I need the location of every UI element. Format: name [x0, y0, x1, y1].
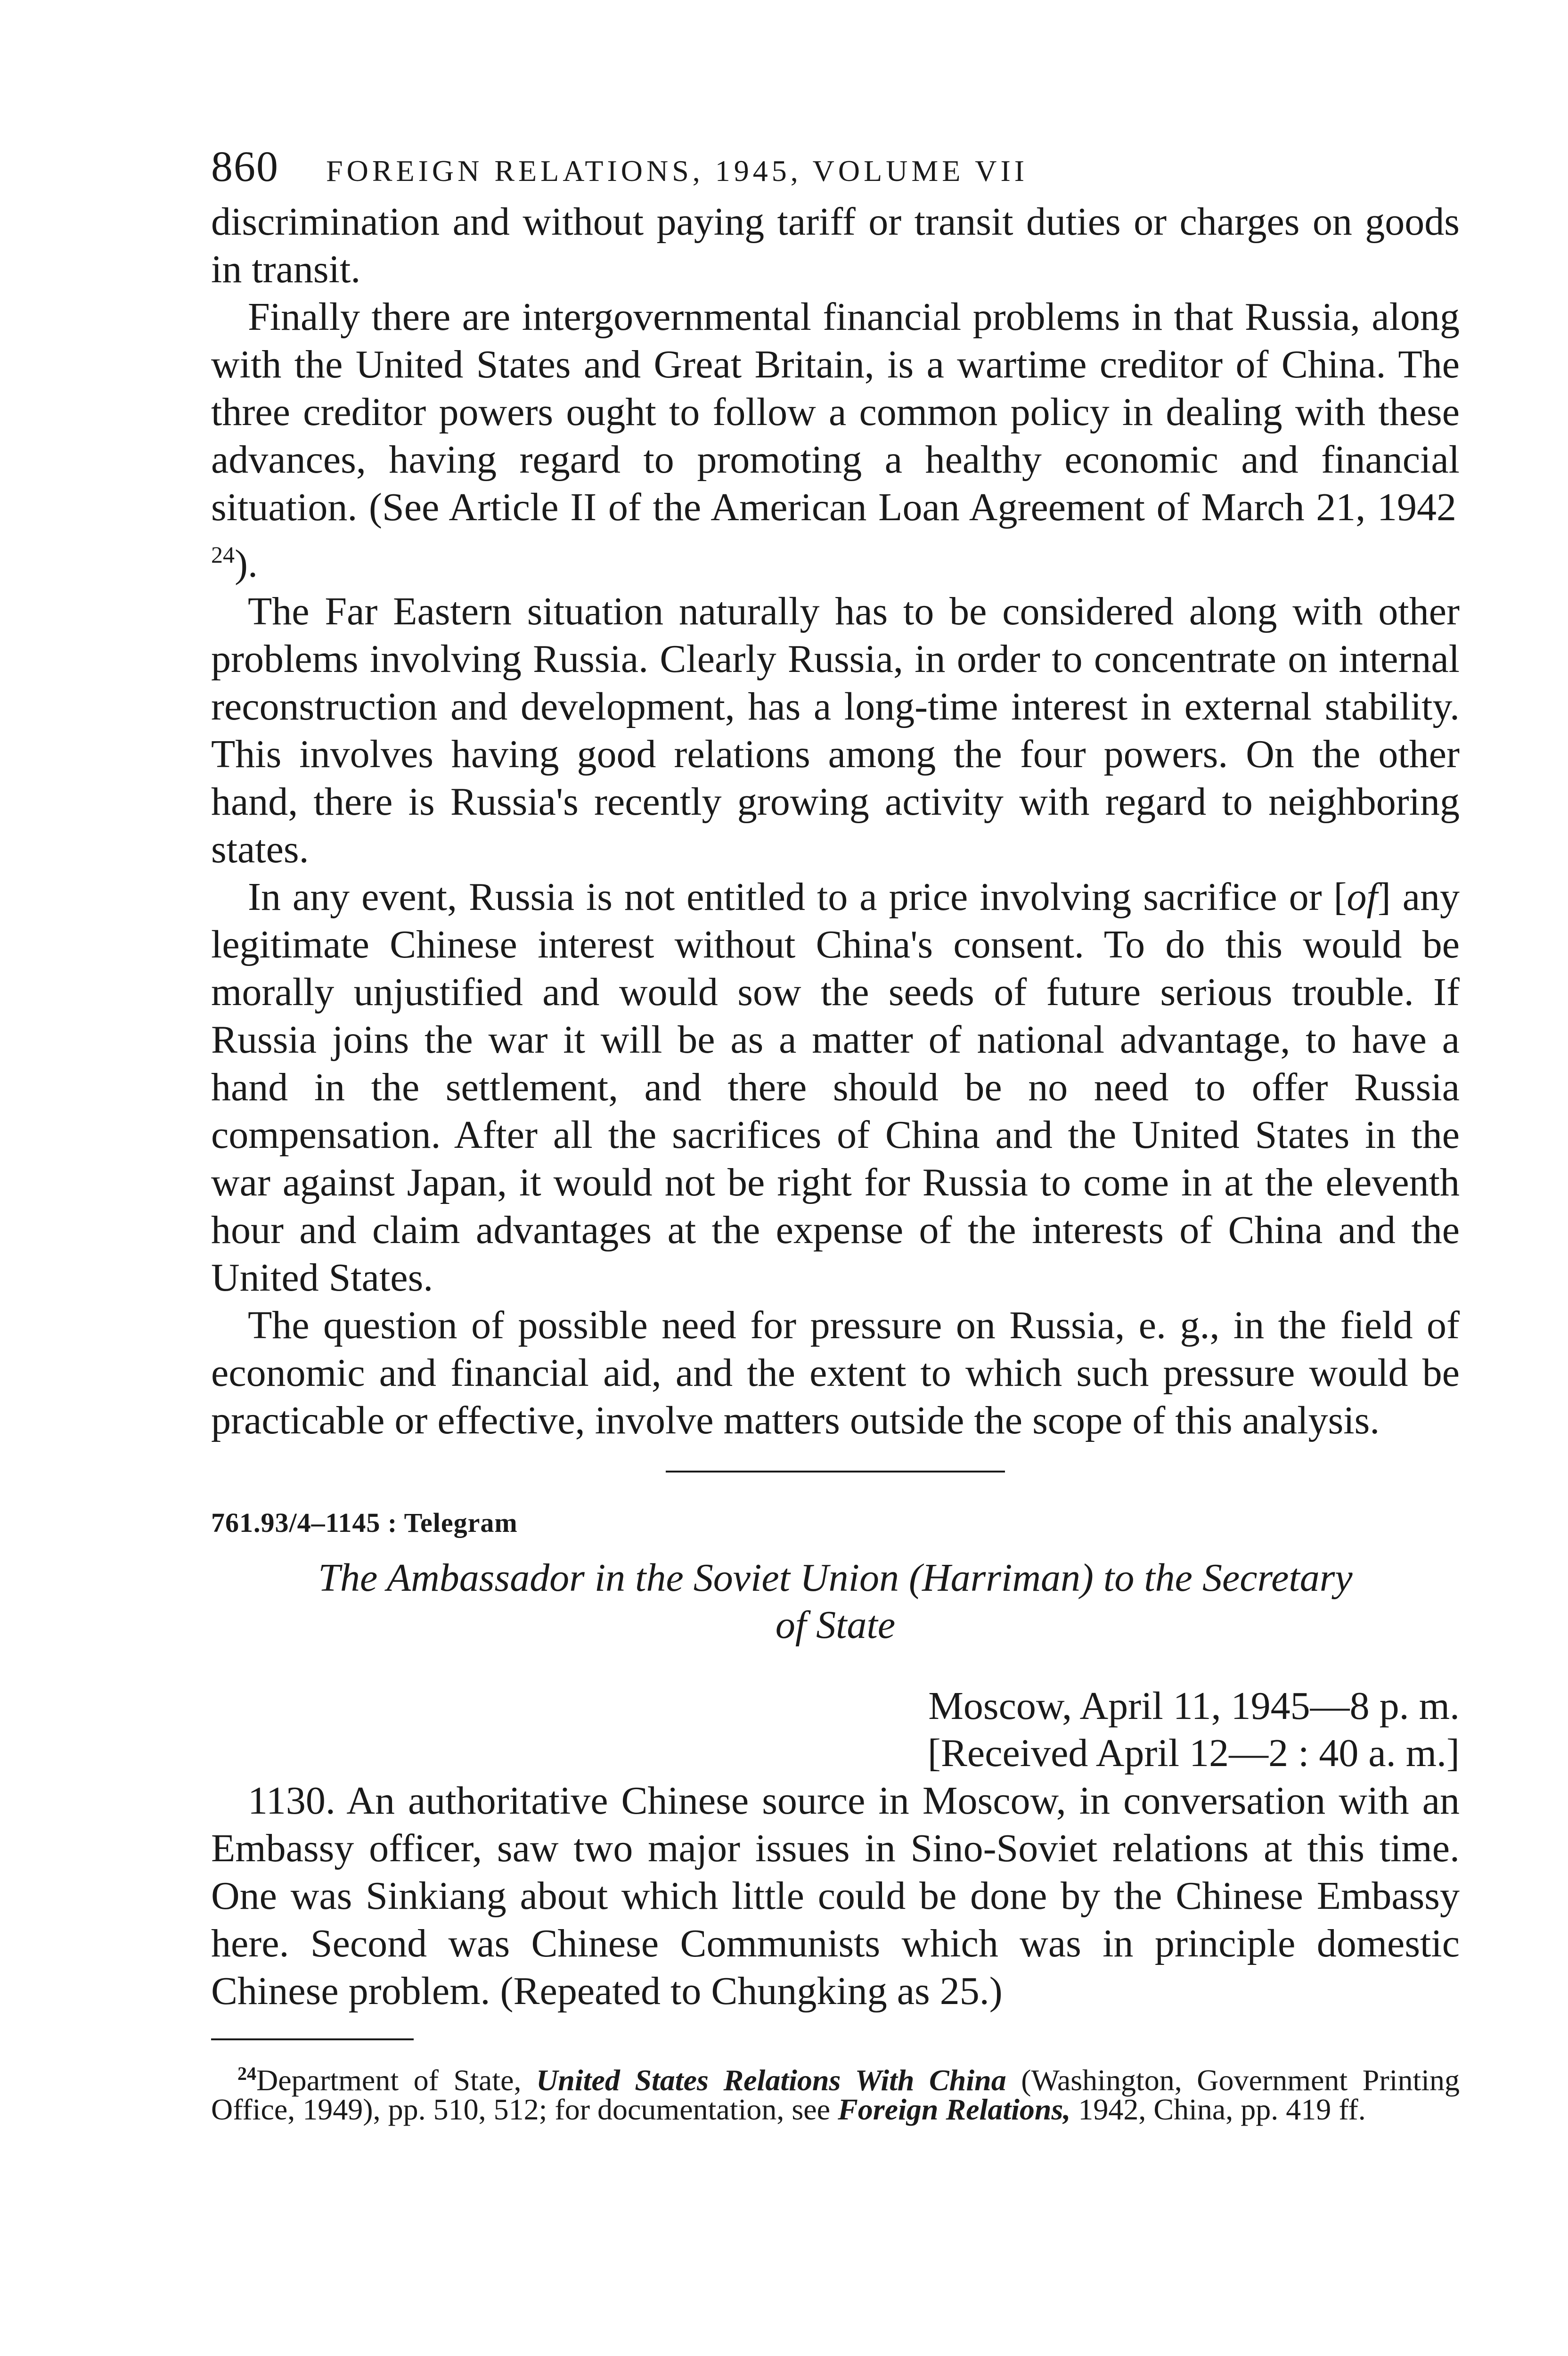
footnote-divider: [211, 2038, 414, 2040]
section-divider: [666, 1471, 1005, 1472]
telegram-message: 1130. An authoritative Chinese source in Moscow, in conversation with an Embassy officer, saw two major issues in Sino-Soviet relations at this time. One was Sinkiang about which little could be done by the Chinese Embassy here. Second was Chinese Communists which was in principle domestic Chinese problem. (Repeated to Chungking as 25.): [211, 1779, 1460, 2013]
paragraph-text: In any event, Russia is not entitled to a price involving sacrifice or [: [248, 875, 1347, 919]
running-head: [211, 141, 1460, 198]
paragraph-pressure-question: The question of possible need for pressure on Russia, e. g., in the field of economic and financial aid, and the extent to which such pressure would be practicable or effective, involve matters outside the scope of this analysis.: [211, 1303, 1460, 1442]
paragraph-text-end: ).: [235, 542, 258, 586]
document-title: [211, 1554, 1460, 1649]
file-reference: 761.93/4–1145 : Telegram: [211, 1507, 518, 1538]
footnote-number: 24: [237, 2063, 256, 2084]
paragraph-financial-problems: [211, 293, 1460, 588]
dateline: [211, 1683, 1460, 1777]
paragraph-russia-price: [211, 873, 1460, 1301]
document-title-line-1: The Ambassador in the Soviet Union (Harriman) to the Secretary: [318, 1556, 1353, 1600]
footnote-text-end: 1942, China, pp. 419 ff.: [1070, 2093, 1366, 2126]
footnote-text: Department of State,: [256, 2063, 537, 2097]
dateline-received: [Received April 12—2 : 40 a. m.]: [927, 1731, 1460, 1775]
page-number: 860: [211, 142, 279, 190]
footnote-reference: 24: [211, 541, 235, 568]
dateline-sent: Moscow, April 11, 1945—8 p. m.: [928, 1684, 1460, 1728]
paragraph-far-eastern-situation: The Far Eastern situation naturally has to be considered along with other problems involving Russia. Clearly Russia, in order to concentrate on internal reconstruction and development, has a long-time interest in external stability. This involves having good relations among the four powers. On the other hand, there is Russia's recently growing activity with regard to neighboring states.: [211, 589, 1460, 871]
paragraph-text: Finally there are intergovernmental financial problems in that Russia, along with the United States and Great Britain, is a wartime creditor of China. The three creditor powers ought to follow a common policy in dealing with these advances, having regard to promoting a healthy economic and financial situation. (See Article II of the American Loan Agreement of March 21, 1942: [211, 295, 1460, 529]
paragraph-text-rest: ] any legitimate Chinese interest without China's consent. To do this would be morally unjustified and would sow the seeds of future serious trouble. If Russia joins the war it will be as a matter of national advantage, to have a hand in the settlement, and there should be no need to offer Russia compensation. After all the sacrifices of China and the United States in the war against Japan, it would not be right for Russia to come in at the eleventh hour and claim advantages at the expense of the interests of China and the United States.: [211, 875, 1460, 1300]
running-title: FOREIGN RELATIONS, 1945, VOLUME VII: [326, 154, 1029, 188]
paragraph-continuation: discrimination and without paying tariff or transit duties or charges on goods in transit.: [211, 200, 1460, 291]
footnote: [211, 2059, 1460, 2124]
document-title-line-2: of State: [775, 1603, 896, 1647]
footnote-cited-title: United States Relations With China: [536, 2063, 1006, 2097]
editorial-insertion: of: [1347, 875, 1378, 919]
footnote-series-ref: Foreign Relations,: [838, 2093, 1071, 2126]
footnote-text-mid: (Washington, Government Printing Office, 1949), pp. 510, 512; for documentation, see: [211, 2063, 1460, 2126]
document-page: [211, 141, 1460, 2124]
